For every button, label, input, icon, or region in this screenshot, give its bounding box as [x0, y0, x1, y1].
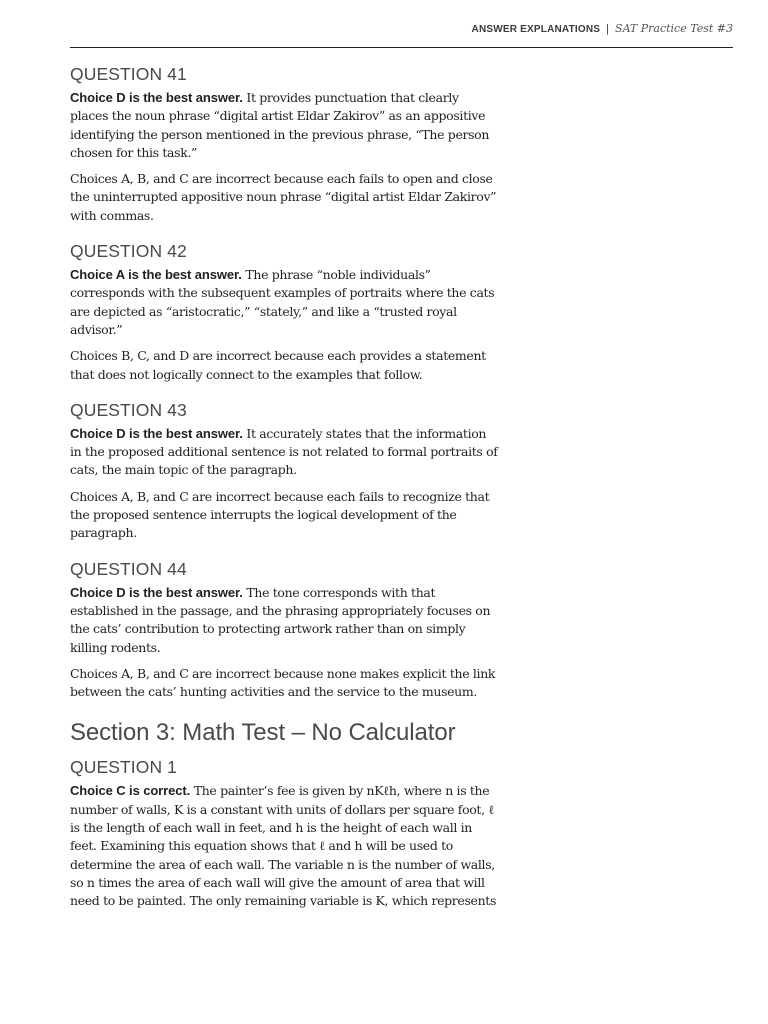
- question-heading: QUESTION 41: [70, 64, 187, 84]
- question-43-block: [70, 400, 500, 543]
- incorrect-explanation: Choices A, B, and C are incorrect because none makes explicit the link between the cats’ hunting activities and the service to the museum.: [70, 665, 496, 700]
- section-title: Section 3: Math Test – No Calculator: [70, 719, 456, 747]
- answer-text: The tone corresponds with that established in the passage, and the phrasing appropriately focuses on the cats’ contribution to protecting artwork rather than on simply killing rodents.: [70, 584, 491, 655]
- answer-explanations-content: [70, 64, 500, 927]
- question-41-block: [70, 64, 500, 225]
- answer-label: Choice C is correct.: [70, 783, 191, 799]
- answer-text: It provides punctuation that clearly places the noun phrase “digital artist Eldar Zakirov” as an appositive identifying the person mentioned in the previous phrase, “The person chosen for this task.”: [70, 90, 490, 160]
- header-section-label: ANSWER EXPLANATIONS: [471, 24, 601, 35]
- answer-explanation: [70, 425, 500, 480]
- page-header: [70, 0, 733, 48]
- question-42-block: [70, 241, 500, 384]
- answer-label: Choice A is the best answer.: [70, 267, 242, 283]
- running-head: [472, 22, 733, 35]
- answer-label: Choice D is the best answer.: [70, 584, 243, 600]
- question-heading: QUESTION 44: [70, 558, 187, 579]
- answer-label: Choice D is the best answer.: [70, 425, 243, 441]
- answer-explanation: [70, 89, 500, 162]
- answer-explanation: [70, 782, 500, 910]
- header-test-name: SAT Practice Test #3: [615, 22, 733, 35]
- incorrect-explanation: Choices A, B, and C are incorrect because each fails to open and close the uninterrupted appositive noun phrase “digital artist Eldar Zakirov” with commas.: [70, 171, 497, 223]
- question-heading: QUESTION 42: [70, 241, 187, 262]
- answer-text: It accurately states that the information in the proposed additional sentence is not related to formal portraits of cats, the main topic of the paragraph.: [70, 425, 498, 478]
- answer-explanation: [70, 584, 500, 657]
- question-heading: QUESTION 43: [70, 399, 187, 420]
- answer-text: The phrase “noble individuals” corresponds with the subsequent examples of portraits where the cats are depicted as “aristocratic,” “stately,” and like a “trusted royal advisor.”: [70, 267, 495, 337]
- question-heading: QUESTION 1: [70, 757, 177, 778]
- answer-explanation: [70, 266, 500, 339]
- incorrect-explanation: Choices A, B, and C are incorrect because each fails to recognize that the proposed sentence interrupts the logical development of the paragraph.: [70, 488, 490, 541]
- answer-text: The painter’s fee is given by nKℓh, where n is the number of walls, K is a constant with units of dollars per square foot, ℓ is the length of each wall in feet, and h is the height of each wall in feet. Examining this equation shows that ℓ and h will be used to determine the area of each wall. The variable n is the number of walls, so n times the area of each wall will give the amount of area that will need to be painted. The only remaining variable is K, which represents: [70, 783, 497, 909]
- question-44-block: [70, 559, 500, 702]
- math-question-1-block: [70, 757, 500, 910]
- header-separator: |: [606, 23, 610, 35]
- incorrect-explanation: Choices B, C, and D are incorrect because each provides a statement that does not logically connect to the examples that follow.: [70, 348, 486, 382]
- answer-label: Choice D is the best answer.: [70, 90, 243, 105]
